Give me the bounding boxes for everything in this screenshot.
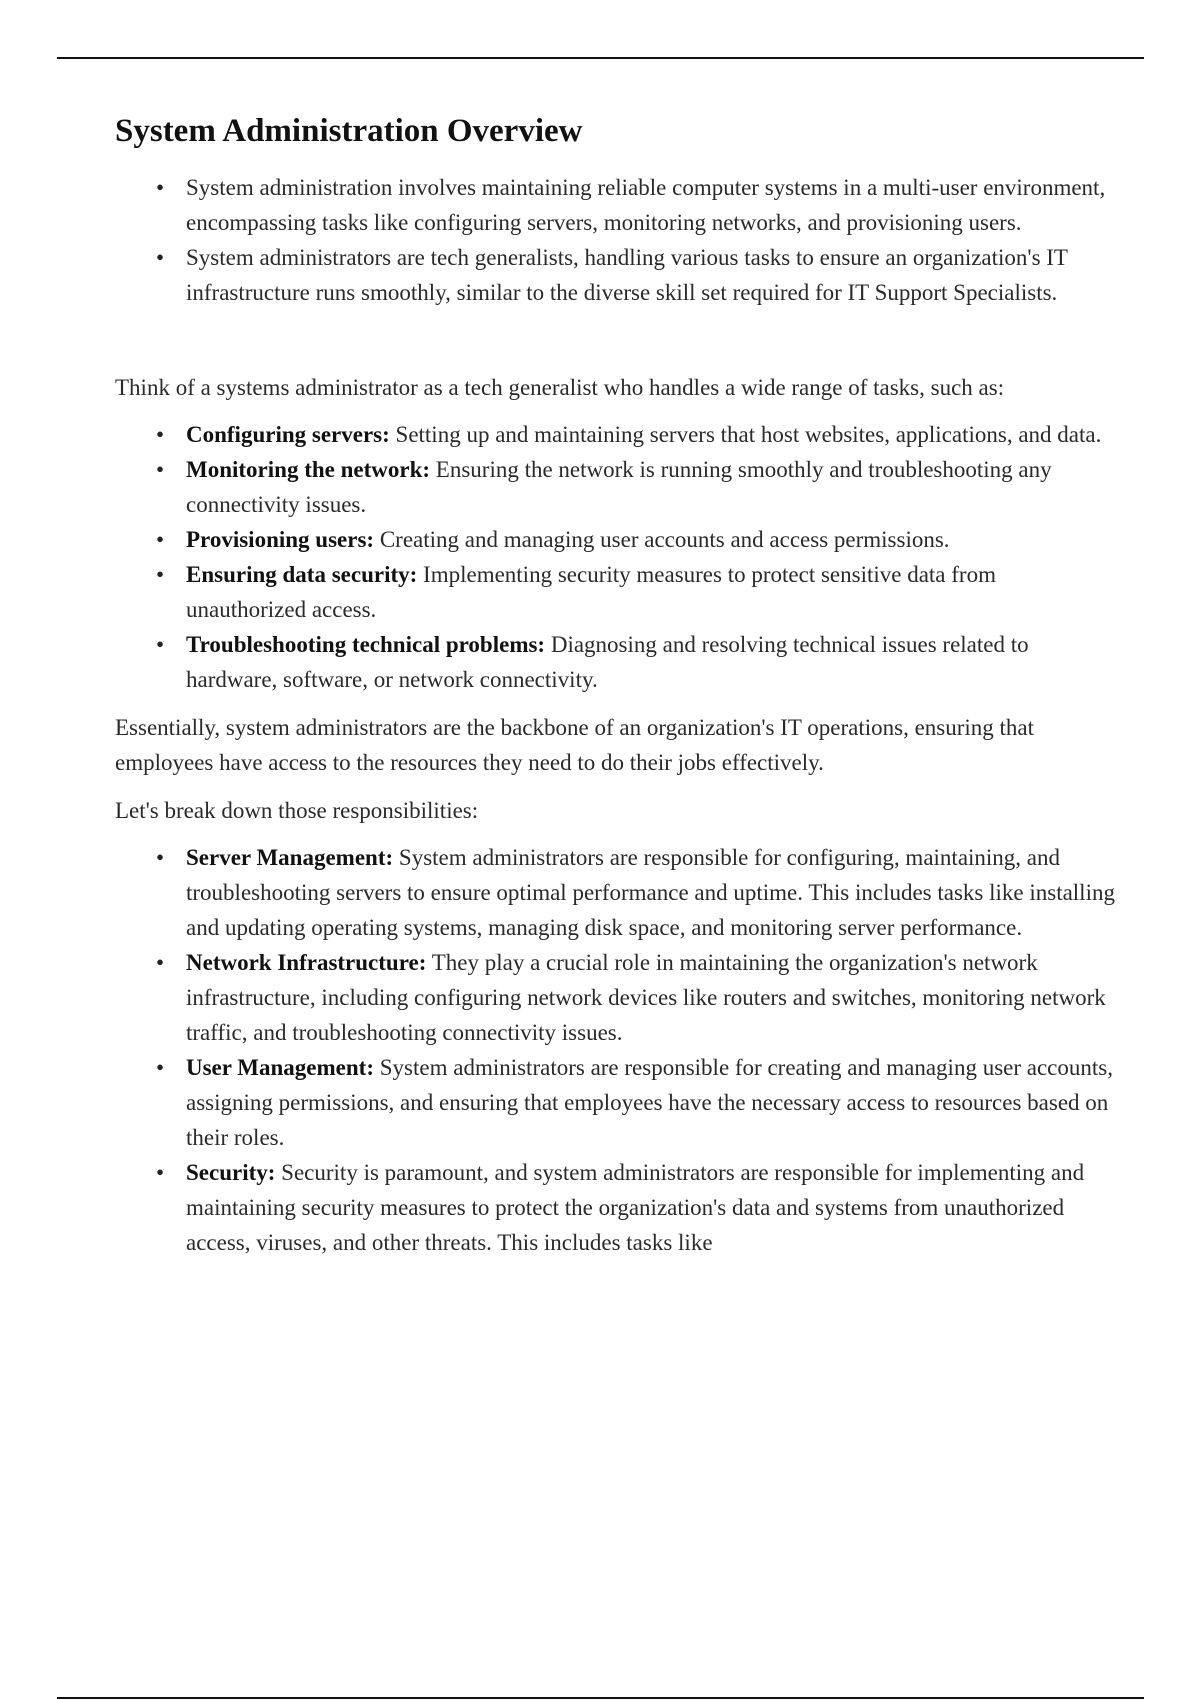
task-description: Implementing security measures to protect sensitive data from unauthorized access. <box>186 561 996 622</box>
responsibility-term: User Management: <box>186 1054 374 1080</box>
task-item <box>186 417 1120 452</box>
responsibility-item <box>186 1050 1120 1155</box>
intro-list-item: • System administrators are tech generalists, handling various tasks to ensure an organization's IT infrastructure runs smoothly, similar to the diverse skill set required for IT Support Specialists. <box>186 240 1120 310</box>
responsibilities-list <box>115 840 1120 1260</box>
responsibility-term: Security: <box>186 1159 276 1185</box>
think-paragraph: Think of a systems administrator as a tech generalist who handles a wide range of tasks, such as: <box>115 374 1005 400</box>
task-term: Monitoring the network: <box>186 456 431 482</box>
task-term: Troubleshooting technical problems: <box>186 631 546 657</box>
task-term: Ensuring data security: <box>186 561 418 587</box>
responsibility-item <box>186 1155 1120 1260</box>
breakdown-paragraph: Let's break down those responsibilities: <box>115 797 479 823</box>
responsibility-item <box>186 945 1120 1050</box>
spacer <box>115 310 1120 370</box>
task-term: Configuring servers: <box>186 421 390 447</box>
responsibility-term: Server Management: <box>186 844 394 870</box>
responsibility-item <box>186 840 1120 945</box>
task-term: Provisioning users: <box>186 526 375 552</box>
tasks-list <box>115 417 1120 697</box>
task-description: Setting up and maintaining servers that host websites, applications, and data. <box>389 421 1102 447</box>
task-item <box>186 522 1120 557</box>
essentially-paragraph: Essentially, system administrators are the backbone of an organization's IT operations, ensuring that employees have access to the resources they need to do their jobs effectively. <box>115 714 1035 775</box>
task-item <box>186 557 1120 627</box>
responsibility-description: System administrators are responsible for creating and managing user accounts, assigning permissions, and ensuring that employees have the necessary access to resources based on their roles. <box>186 1054 1113 1150</box>
intro-list <box>115 170 1120 310</box>
task-description: Ensuring the network is running smoothly and troubleshooting any connectivity issues. <box>186 456 1052 517</box>
responsibility-term: Network Infrastructure: <box>186 949 427 975</box>
task-item <box>186 627 1120 697</box>
responsibility-description: Security is paramount, and system administrators are responsible for implementing and maintaining security measures to protect the organization's data and systems from unauthorized access, viruses, and other threats. This includes tasks like <box>186 1159 1085 1255</box>
document-body <box>115 112 1120 1260</box>
task-description: Creating and managing user accounts and access permissions. <box>374 526 950 552</box>
page-title: System Administration Overview <box>115 113 583 149</box>
top-rule <box>57 57 1144 59</box>
intro-list-item: • System administration involves maintaining reliable computer systems in a multi-user environment, encompassing tasks like configuring servers, monitoring networks, and provisioning users. <box>186 170 1120 240</box>
task-item <box>186 452 1120 522</box>
task-description: Diagnosing and resolving technical issues related to hardware, software, or network connectivity. <box>186 631 1029 692</box>
bottom-rule <box>57 1697 1144 1699</box>
responsibility-description: They play a crucial role in maintaining the organization's network infrastructure, including configuring network devices like routers and switches, monitoring network traffic, and troubleshooting connectivity issues. <box>186 949 1106 1045</box>
responsibility-description: System administrators are responsible for configuring, maintaining, and troubleshooting servers to ensure optimal performance and uptime. This includes tasks like installing and updating operating systems, managing disk space, and monitoring server performance. <box>186 844 1115 940</box>
